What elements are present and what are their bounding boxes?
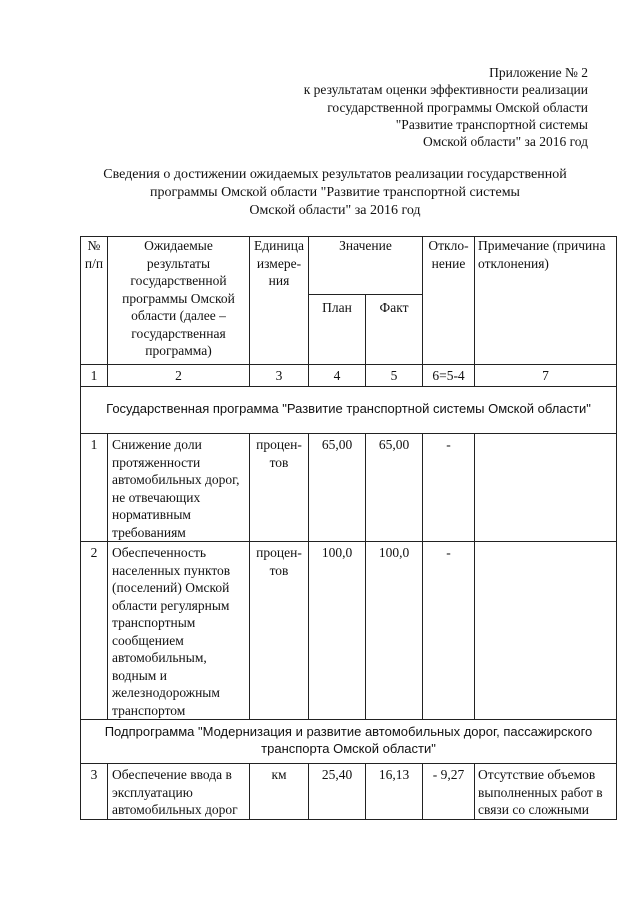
- header-value: Значение: [309, 237, 423, 295]
- row-result: Обеспеченность населенных пунктов (поселений) Омской области регулярным транспортным сообщением автомобильным, водным и железнодорожным транспортом: [108, 542, 250, 720]
- row-note: [475, 542, 617, 720]
- title-line: Омской области" за 2016 год: [249, 203, 421, 218]
- row-plan: 25,40: [309, 764, 366, 820]
- row-unit: процен-тов: [250, 542, 309, 720]
- row-result: Обеспечение ввода в эксплуатацию автомобильных дорог: [108, 764, 250, 820]
- row-unit: процен-тов: [250, 434, 309, 542]
- column-number: 1: [81, 364, 108, 387]
- row-num: 1: [81, 434, 108, 542]
- row-note: [475, 434, 617, 542]
- header-fact: Факт: [366, 294, 423, 364]
- results-table: [80, 236, 617, 820]
- section-title: Подпрограмма "Модернизация и развитие автомобильных дорог, пассажирского транспорта Омской области": [81, 720, 617, 764]
- column-number: 4: [309, 364, 366, 387]
- appendix-line: "Развитие транспортной системы: [395, 116, 588, 132]
- table-row: [81, 542, 617, 720]
- row-deviation: -: [423, 434, 475, 542]
- column-number: 7: [475, 364, 617, 387]
- header-results: Ожидаемые результаты государственной программы Омской области (далее – государственная программа): [108, 237, 250, 365]
- title-line: Сведения о достижении ожидаемых результатов реализации государственной: [103, 167, 567, 182]
- appendix-header: [304, 64, 588, 150]
- header-plan: План: [309, 294, 366, 364]
- column-number: 3: [250, 364, 309, 387]
- section-title: Государственная программа "Развитие транспортной системы Омской области": [81, 387, 617, 434]
- table-row: [81, 764, 617, 820]
- table-row: [81, 434, 617, 542]
- appendix-line: Омской области" за 2016 год: [422, 134, 588, 150]
- row-deviation: -: [423, 542, 475, 720]
- row-note: Отсутствие объемов выполненных работ в связи со сложными: [475, 764, 617, 820]
- column-number-row: [81, 364, 617, 387]
- column-number: 2: [108, 364, 250, 387]
- column-number: 5: [366, 364, 423, 387]
- document-title: [70, 166, 600, 220]
- header-num: № п/п: [81, 237, 108, 365]
- appendix-line: к результатам оценки эффективности реализации: [303, 82, 588, 98]
- header-unit: Единица измере-ния: [250, 237, 309, 365]
- appendix-line: государственной программы Омской области: [327, 99, 588, 115]
- row-plan: 65,00: [309, 434, 366, 542]
- row-result: Снижение доли протяженности автомобильных дорог, не отвечающих нормативным требованиям: [108, 434, 250, 542]
- table-header-row: [81, 237, 617, 295]
- header-note: Примечание (причина отклонения): [475, 237, 617, 365]
- header-deviation: Откло-нение: [423, 237, 475, 365]
- column-number: 6=5-4: [423, 364, 475, 387]
- section-row: [81, 720, 617, 764]
- row-fact: 65,00: [366, 434, 423, 542]
- row-num: 2: [81, 542, 108, 720]
- row-fact: 100,0: [366, 542, 423, 720]
- row-fact: 16,13: [366, 764, 423, 820]
- appendix-line: Приложение № 2: [489, 65, 588, 80]
- row-unit: км: [250, 764, 309, 820]
- row-deviation: - 9,27: [423, 764, 475, 820]
- row-num: 3: [81, 764, 108, 820]
- title-line: программы Омской области "Развитие транспортной системы: [150, 185, 520, 200]
- section-row: [81, 387, 617, 434]
- row-plan: 100,0: [309, 542, 366, 720]
